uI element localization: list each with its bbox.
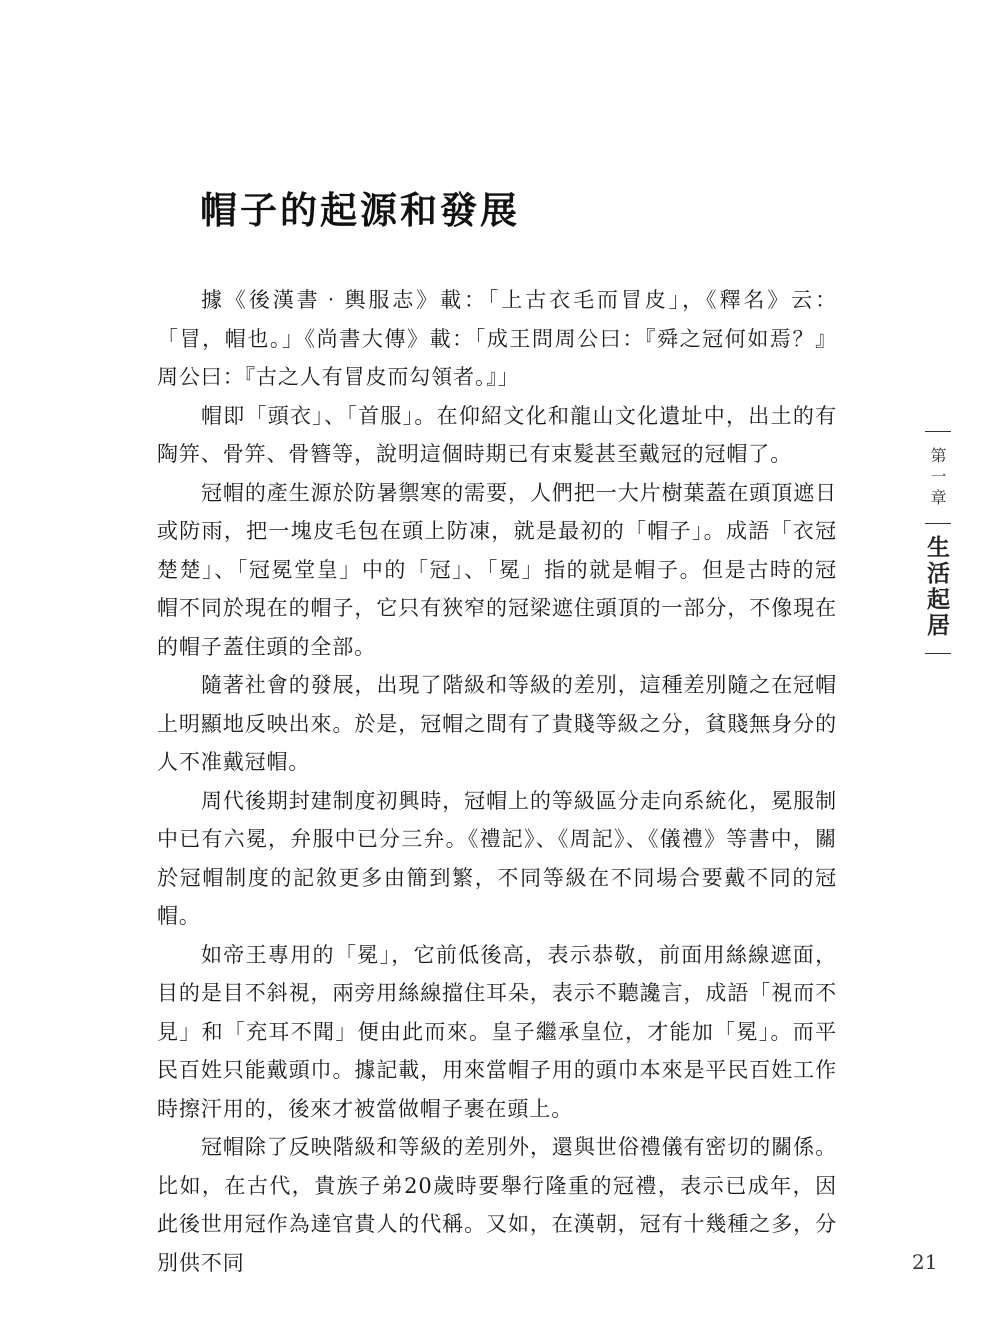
page-title: 帽子的起源和發展: [200, 189, 520, 232]
paragraph: 如帝王專用的「冕」，它前低後高，表示恭敬，前面用絲線遮面，目的是目不斜視，兩旁用絲線擋住耳朵，表示不聽讒言，成語「視而不見」和「充耳不聞」便由此而來。皇子繼承皇位，才能加「冕」。而平民百姓只能戴頭巾。據記載，用來當帽子用的頭巾本來是平民百姓工作時擦汗用的，後來才被當做帽子裹在頭上。: [157, 942, 837, 1121]
section-label: 生活起居: [923, 535, 949, 639]
paragraph: 周代後期封建制度初興時，冠帽上的等級區分走向系統化，冕服制中已有六冕，弁服中已分三弁。《禮記》、《周記》、《儀禮》等書中，關於冠帽制度的記敘更多由簡到繁，不同等級在不同場合要戴不同的冠帽。: [157, 788, 837, 928]
header-rule-bottom: [925, 653, 951, 654]
paragraph: 冠帽的產生源於防暑禦寒的需要，人們把一大片樹葉蓋在頭頂遮日或防雨，把一塊皮毛包在頭上防凍，就是最初的「帽子」。成語「衣冠楚楚」、「冠冕堂皇」中的「冠」、「冕」指的就是帽子。但是古時的冠帽不同於現在的帽子，它只有狹窄的冠梁遮住頭頂的一部分，不像現在的帽子蓋住頭的全部。: [157, 480, 837, 659]
paragraph: 帽即「頭衣」、「首服」。在仰紹文化和龍山文化遺址中，出土的有陶笄、骨笄、骨簪等，說明這個時期已有束髮甚至戴冠的冠帽了。: [157, 403, 837, 466]
running-header: [905, 425, 953, 665]
page-number: 21: [912, 1250, 938, 1274]
header-rule-top: [925, 431, 951, 432]
paragraph: 隨著社會的發展，出現了階級和等級的差別，這種差別隨之在冠帽上明顯地反映出來。於是，冠帽之間有了貴賤等級之分，貧賤無身分的人不准戴冠帽。: [157, 673, 837, 774]
header-rule-middle: [925, 523, 951, 524]
paragraph: 據《後漢書‧輿服志》載：「上古衣毛而冒皮」，《釋名》云：「冒，帽也。」《尚書大傳》載：「成王問周公曰：『舜之冠何如焉？』周公曰：『古之人有冒皮而勾領者。』」: [157, 288, 837, 389]
paragraph: 冠帽除了反映階級和等級的差別外，還與世俗禮儀有密切的關係。比如，在古代，貴族子弟20歲時要舉行隆重的冠禮，表示已成年，因此後世用冠作為達官貴人的代稱。又如，在漢朝，冠有十幾種之多，分別供不同: [157, 1135, 837, 1275]
chapter-label: 第一章: [928, 447, 947, 510]
body-text: [157, 281, 837, 1282]
